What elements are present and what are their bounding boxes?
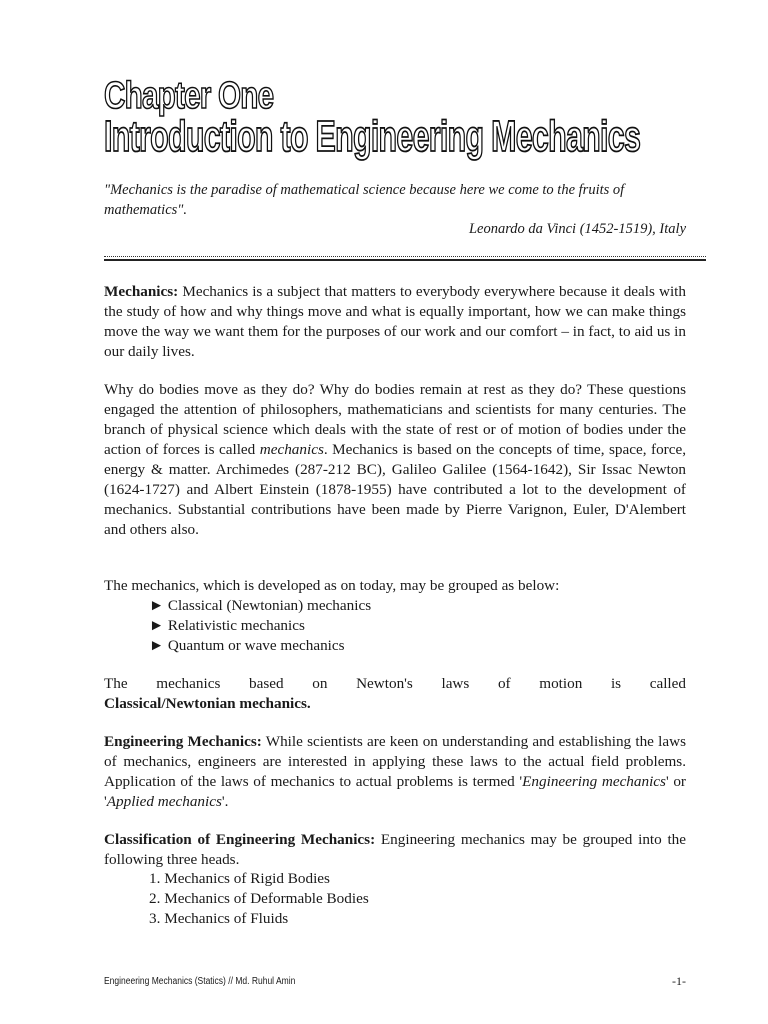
divider-solid bbox=[104, 259, 706, 261]
list-item: 2. Mechanics of Deformable Bodies bbox=[149, 890, 369, 907]
list-item: ► Relativistic mechanics bbox=[149, 617, 305, 634]
footer-text: Engineering Mechanics (Statics) // Md. Ruhul Amin bbox=[104, 976, 296, 987]
list-item: 3. Mechanics of Fluids bbox=[149, 910, 289, 927]
why-text-after: . Mechanics is based on the concepts of time, space, force, energy & matter. Archimedes (287-212 BC), Galileo Galilee (1564-1642), Sir Issac Newton (1624-1727) and Albert Einstein (1878-1955) have contributed a lot to the development of mechanics. Substantial contributions have been made by Pierre Varignon, Euler, D'Alembert and others also. bbox=[104, 441, 687, 538]
classification-paragraph bbox=[104, 830, 686, 870]
epigraph-quote: "Mechanics is the paradise of mathematical science because here we come to the fruits of mathematics". bbox=[104, 182, 625, 218]
engineering-text: While scientists are keen on understanding and establishing the laws of mechanics, engineers are interested in applying these laws to the actual field problems. Application of the laws of mechanics to actual problems is termed ' bbox=[104, 733, 686, 790]
classification-term: Classification of Engineering Mechanics: bbox=[104, 831, 376, 848]
list-item: ► Quantum or wave mechanics bbox=[149, 637, 345, 654]
engineering-italic-2: Applied mechanics bbox=[106, 793, 222, 810]
classification-text: Engineering mechanics may be grouped into the following three heads. bbox=[104, 831, 687, 868]
engineering-mid: ' or ' bbox=[104, 773, 686, 810]
engineering-term: Engineering Mechanics: bbox=[104, 733, 262, 750]
classical-bold: Classical/Newtonian mechanics. bbox=[104, 695, 311, 712]
classification-list bbox=[149, 869, 369, 929]
why-text-before: Why do bodies move as they do? Why do bodies remain at rest as they do? These questions engaged the attention of philosophers, mathematicians and scientists for many centuries. The branch of physical science which deals with the state of rest or of motion of bodies under the action of forces is called bbox=[104, 381, 686, 458]
engineering-paragraph bbox=[104, 732, 686, 812]
classical-paragraph bbox=[104, 674, 686, 714]
why-italic: mechanics bbox=[259, 441, 324, 458]
classical-text: The mechanics based on Newton's laws of motion is called bbox=[104, 675, 686, 692]
divider-dotted bbox=[104, 256, 706, 257]
mechanics-term: Mechanics: bbox=[104, 283, 179, 300]
list-item: ► Classical (Newtonian) mechanics bbox=[149, 597, 372, 614]
page-title: Introduction to Engineering Mechanics bbox=[104, 112, 641, 161]
page-number: -1- bbox=[672, 974, 686, 988]
mechanics-paragraph bbox=[104, 282, 686, 362]
epigraph-attribution: Leonardo da Vinci (1452-1519), Italy bbox=[468, 221, 686, 237]
engineering-italic-1: Engineering mechanics bbox=[522, 773, 666, 790]
chapter-heading: Chapter One bbox=[104, 75, 274, 117]
mechanics-text: Mechanics is a subject that matters to everybody everywhere because it deals with the study of how and why things move and what is equally important, how we can make things move the way we want them for the purposes of our work and our comfort – in fact, to aid us in our daily lives. bbox=[104, 283, 686, 360]
groups-intro: The mechanics, which is developed as on today, may be grouped as below: bbox=[104, 577, 560, 594]
groups-list bbox=[149, 596, 371, 656]
why-paragraph bbox=[104, 380, 686, 540]
engineering-end: '. bbox=[221, 793, 229, 810]
list-item: 1. Mechanics of Rigid Bodies bbox=[149, 870, 330, 887]
